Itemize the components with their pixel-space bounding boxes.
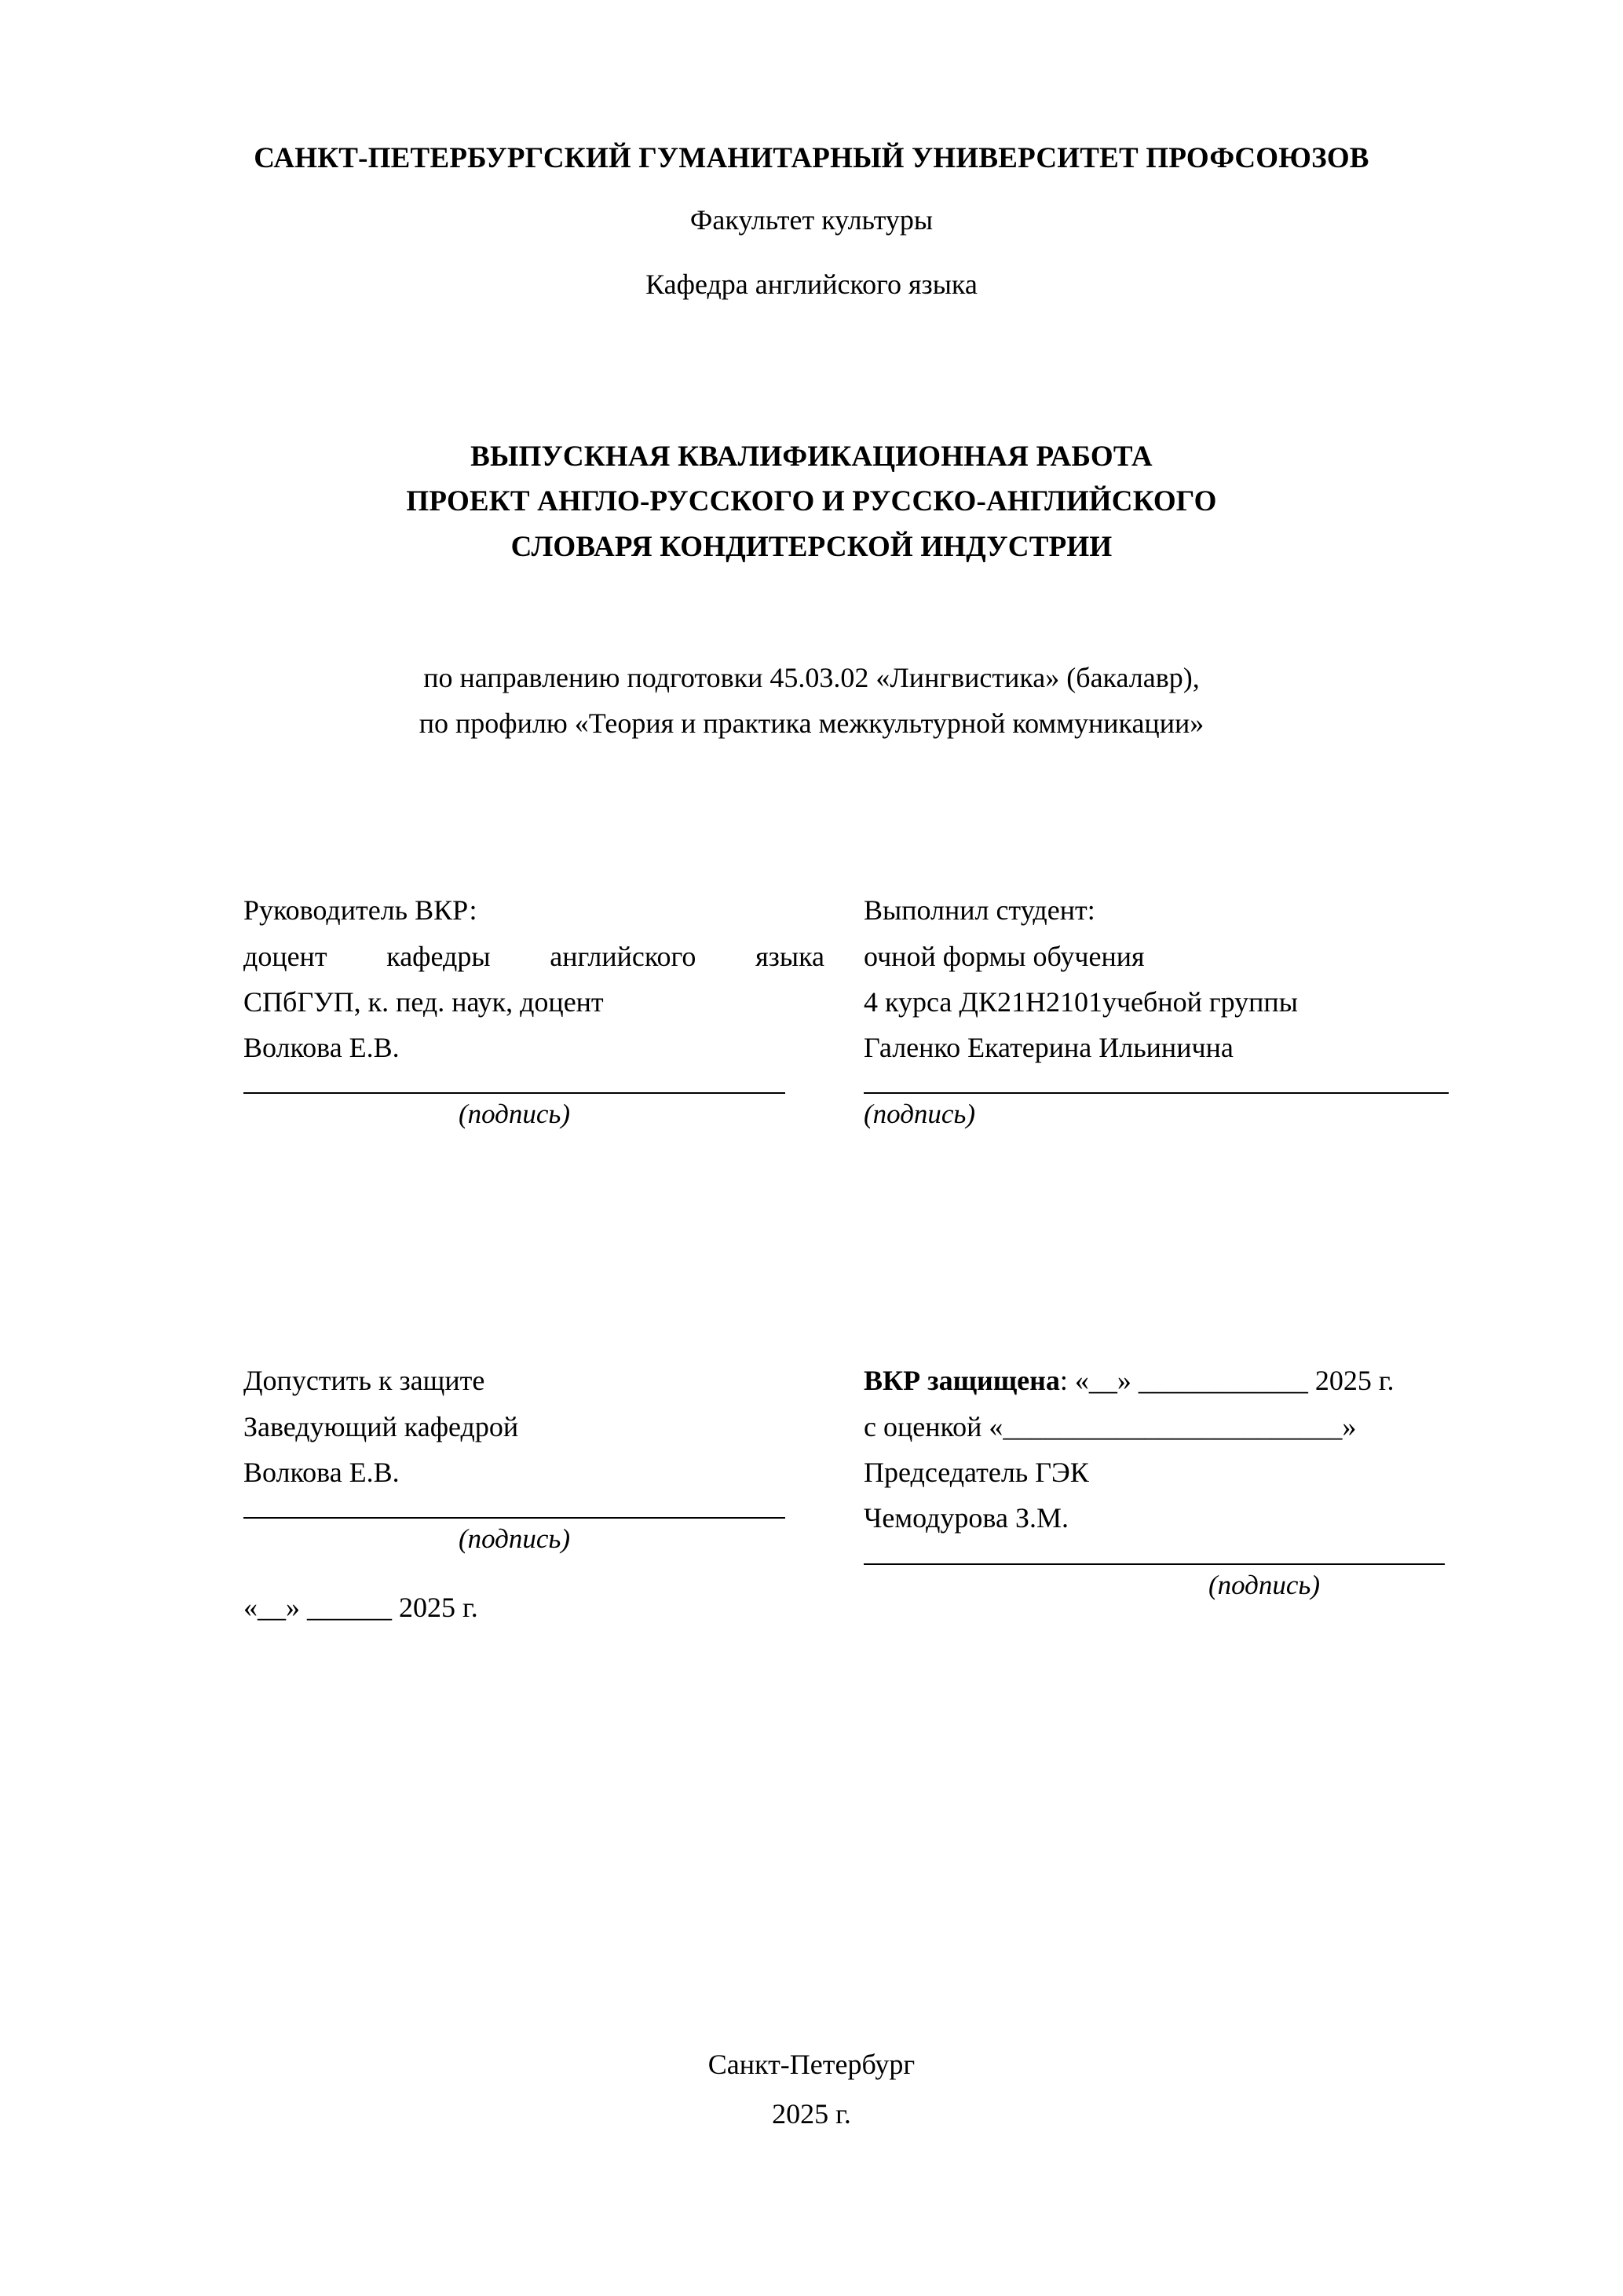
- work-title-block: [157, 434, 1466, 569]
- faculty-name: Факультет культуры: [689, 204, 934, 236]
- defense-grade: с оценкой «________________________»: [864, 1410, 1357, 1442]
- student-block: [864, 887, 1460, 1130]
- footer-city: Санкт-Петербург: [707, 2049, 916, 2080]
- defense-signature-line: [864, 1562, 1445, 1565]
- admission-block: [243, 1358, 824, 1624]
- people-block: [157, 887, 1466, 1130]
- document-footer: [0, 2040, 1623, 2139]
- supervisor-signature-caption: (подпись): [458, 1099, 571, 1130]
- direction-line-1: по направлению подготовки 45.03.02 «Лингвистика» (бакалавр),: [423, 662, 1200, 694]
- footer-year: 2025 г.: [772, 2098, 851, 2130]
- student-name: Галенко Екатерина Ильинична: [864, 1032, 1234, 1064]
- approval-block: [157, 1358, 1466, 1624]
- work-title-line-2: СЛОВАРЯ КОНДИТЕРСКОЙ ИНДУСТРИИ: [510, 530, 1113, 563]
- department-name: Кафедра английского языка: [645, 269, 978, 300]
- student-group: 4 курса ДК21Н2101учебной группы: [864, 985, 1298, 1018]
- supervisor-block: [243, 887, 824, 1130]
- defense-block: [864, 1358, 1460, 1600]
- defense-chair-name: Чемодурова З.М.: [864, 1502, 1069, 1534]
- defense-signature-caption: (подпись): [1208, 1569, 1321, 1600]
- defense-chair-label: Председатель ГЭК: [864, 1457, 1089, 1489]
- defense-date: : «__» ____________ 2025 г.: [1059, 1365, 1395, 1397]
- student-signature-line: [864, 1091, 1449, 1094]
- admission-line-1: Допустить к защите: [243, 1365, 485, 1397]
- supervisor-name: Волкова Е.В.: [243, 1032, 400, 1064]
- defense-date-row: [864, 1358, 1460, 1403]
- supervisor-position-line-2: СПбГУП, к. пед. наук, доцент: [243, 985, 604, 1018]
- admission-date: «__» ______ 2025 г.: [243, 1592, 478, 1624]
- admission-signature-line: [243, 1515, 785, 1519]
- student-signature-caption: (подпись): [864, 1099, 976, 1130]
- university-title: САНКТ-ПЕТЕРБУРГСКИЙ ГУМАНИТАРНЫЙ УНИВЕРСИТЕТ ПРОФСОЮЗОВ: [254, 142, 1369, 174]
- student-label: Выполнил студент:: [864, 894, 1095, 927]
- admission-line-2: Заведующий кафедрой: [243, 1410, 519, 1442]
- supervisor-position-line-1: доцент кафедры английского языка: [243, 940, 824, 972]
- direction-line-2: по профилю «Теория и практика межкультурной коммуникации»: [419, 707, 1204, 739]
- supervisor-signature-line: [243, 1091, 785, 1094]
- admission-signature-caption: (подпись): [458, 1523, 571, 1555]
- supervisor-label: Руководитель ВКР:: [243, 894, 477, 927]
- defense-label: ВКР защищена: [864, 1365, 1060, 1397]
- direction-block: [157, 656, 1466, 746]
- admission-head-name: Волкова Е.В.: [243, 1457, 400, 1489]
- work-title-line-1: ПРОЕКТ АНГЛО-РУССКОГО И РУССКО-АНГЛИЙСКОГО: [406, 485, 1217, 518]
- work-type: ВЫПУСКНАЯ КВАЛИФИКАЦИОННАЯ РАБОТА: [470, 441, 1153, 473]
- student-form: очной формы обучения: [864, 940, 1145, 972]
